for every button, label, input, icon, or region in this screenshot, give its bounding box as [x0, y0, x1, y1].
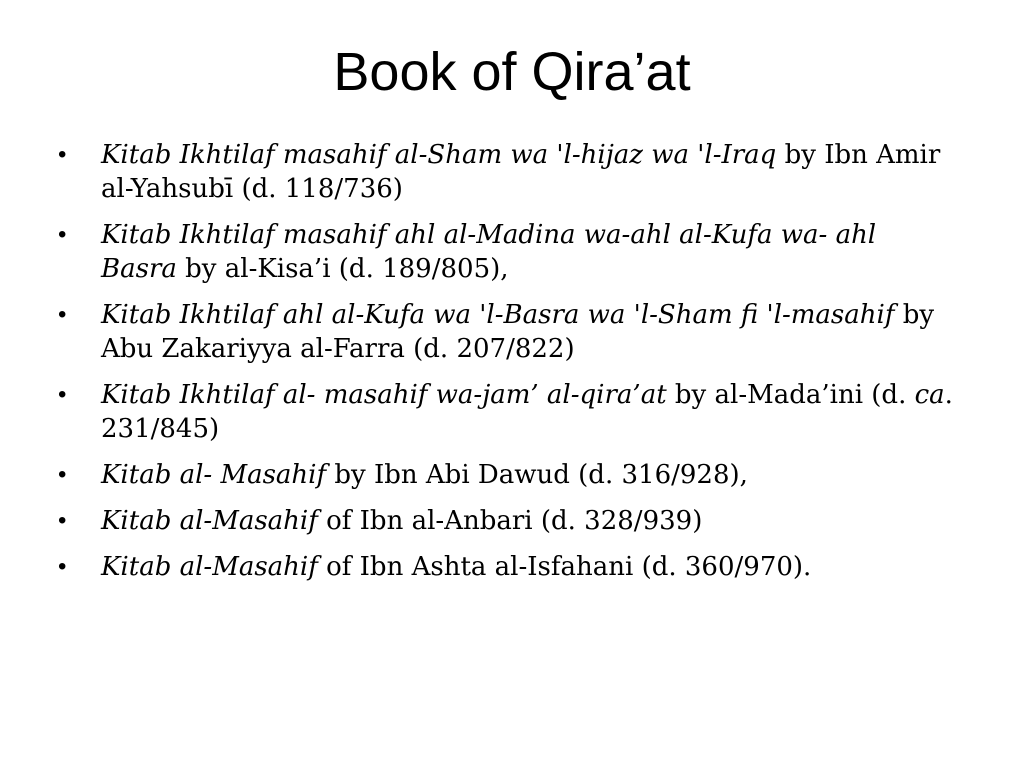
book-title-text: Kitab Ikhtilaf masahif al-Sham wa 'l-hijaz wa 'l-Iraq — [101, 140, 777, 170]
book-title-text: Kitab Ikhtilaf ahl al-Kufa wa 'l-Basra wa 'l-Sham fi 'l-masahif — [101, 300, 895, 330]
bullet-glyph: • — [58, 553, 67, 580]
list-item — [58, 504, 958, 538]
bullet-glyph: • — [58, 507, 67, 534]
citation-text: by Ibn Abi Dawud (d. 316/928), — [326, 460, 748, 490]
citation-text: by Abu Zakariyya al-Farra (d. 207/822) — [101, 300, 935, 364]
list-item — [58, 378, 958, 446]
list-item — [58, 218, 958, 286]
bullet-list — [58, 138, 958, 596]
bullet-glyph: • — [58, 221, 67, 248]
book-title-text: Kitab Ikhtilaf al- masahif wa-jam’ al-qira’at — [101, 380, 667, 410]
slide-title: Book of Qira’at — [333, 42, 691, 102]
citation-text: of Ibn Ashta al-Isfahani (d. 360/970). — [317, 552, 812, 582]
citation-text: of Ibn al-Anbari (d. 328/939) — [317, 506, 703, 536]
bullet-glyph: • — [58, 381, 67, 408]
book-title-text: Kitab al-Masahif — [101, 552, 318, 582]
list-item — [58, 458, 958, 492]
book-title-text: Kitab Ikhtilaf masahif ahl al-Madina wa-ahl al-Kufa wa- ahl Basra — [101, 220, 877, 284]
bullet-glyph: • — [58, 461, 67, 488]
bullet-glyph: • — [58, 301, 67, 328]
bullet-glyph: • — [58, 141, 67, 168]
book-title-text: ca — [914, 380, 945, 410]
list-item — [58, 298, 958, 366]
citation-text: . 231/845) — [101, 380, 953, 444]
citation-text: by Ibn Amir al-Yahsubī (d. 118/736) — [101, 140, 941, 204]
citation-text: by al-Mada’ini (d. — [666, 380, 915, 410]
book-title-text: Kitab al-Masahif — [101, 506, 318, 536]
list-item — [58, 138, 958, 206]
book-title-text: Kitab al- Masahif — [101, 460, 327, 490]
citation-text: by al-Kisa’i (d. 189/805), — [176, 254, 509, 284]
list-item — [58, 550, 958, 584]
